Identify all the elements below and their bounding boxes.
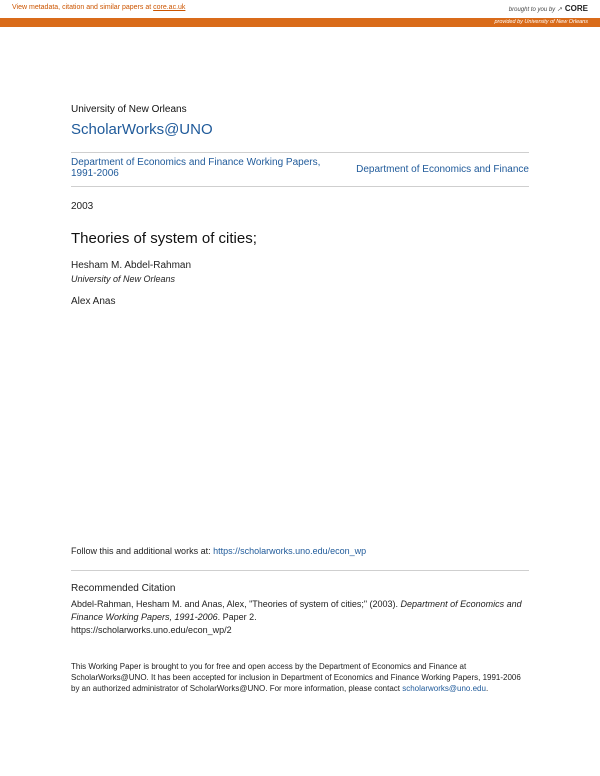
access-notice — [71, 661, 531, 694]
divider-bottom — [71, 186, 529, 187]
author-1: Hesham M. Abdel-Rahman — [71, 260, 192, 271]
core-brought-label: brought to you by — [508, 7, 556, 13]
divider-citation — [71, 570, 529, 571]
notice-text: This Working Paper is brought to you for free and open access by the Department of Economics and Finance at ScholarWorks@UNO. It has been accepted for inclusion in Department of Economics and Finance Working Papers, 1991-2006 by an authorized administrator of ScholarWorks@UNO. For more information, please contact — [71, 662, 521, 693]
notice-end: . — [485, 684, 489, 693]
author-2: Alex Anas — [71, 296, 116, 307]
citation-url: https://scholarworks.uno.edu/econ_wp/2 — [71, 625, 232, 635]
core-brought-by — [509, 4, 588, 13]
citation-part2: . Paper 2. — [217, 612, 257, 622]
paper-title: Theories of system of cities; — [71, 230, 257, 247]
contact-email-link[interactable]: scholarworks@uno.edu — [402, 684, 486, 693]
author-1-affiliation: University of New Orleans — [71, 274, 176, 284]
core-logo[interactable]: CORE — [564, 4, 588, 13]
citation-series: Department of Economics and Finance Working Papers, 1991-2006 — [71, 599, 522, 622]
repository-name[interactable]: ScholarWorks@UNO — [71, 121, 213, 138]
divider-top — [71, 152, 529, 153]
citation-heading: Recommended Citation — [71, 583, 176, 594]
citation-part1: Abdel-Rahman, Hesham M. and Anas, Alex, "Theories of system of cities;" (2003). — [71, 599, 401, 609]
core-banner — [0, 0, 600, 18]
citation-text — [71, 598, 531, 637]
follow-line — [71, 546, 366, 556]
follow-url-link[interactable]: https://scholarworks.uno.edu/econ_wp — [213, 546, 367, 556]
department-link[interactable]: Department of Economics and Finance — [356, 164, 529, 175]
university-name: University of New Orleans — [71, 104, 187, 115]
core-link[interactable]: core.ac.uk — [153, 4, 186, 11]
core-logo-icon: ↗ — [556, 7, 562, 13]
provider-strip — [0, 18, 600, 27]
provider-text: provided by University of New Orleans — [494, 19, 588, 25]
publication-year: 2003 — [71, 201, 94, 212]
core-metadata-label: View metadata, citation and similar papers at — [12, 4, 154, 11]
core-metadata-text — [12, 4, 185, 11]
series-link[interactable]: Department of Economics and Finance Working Papers, 1991-2006 — [71, 157, 321, 179]
follow-label: Follow this and additional works at: — [71, 546, 214, 556]
